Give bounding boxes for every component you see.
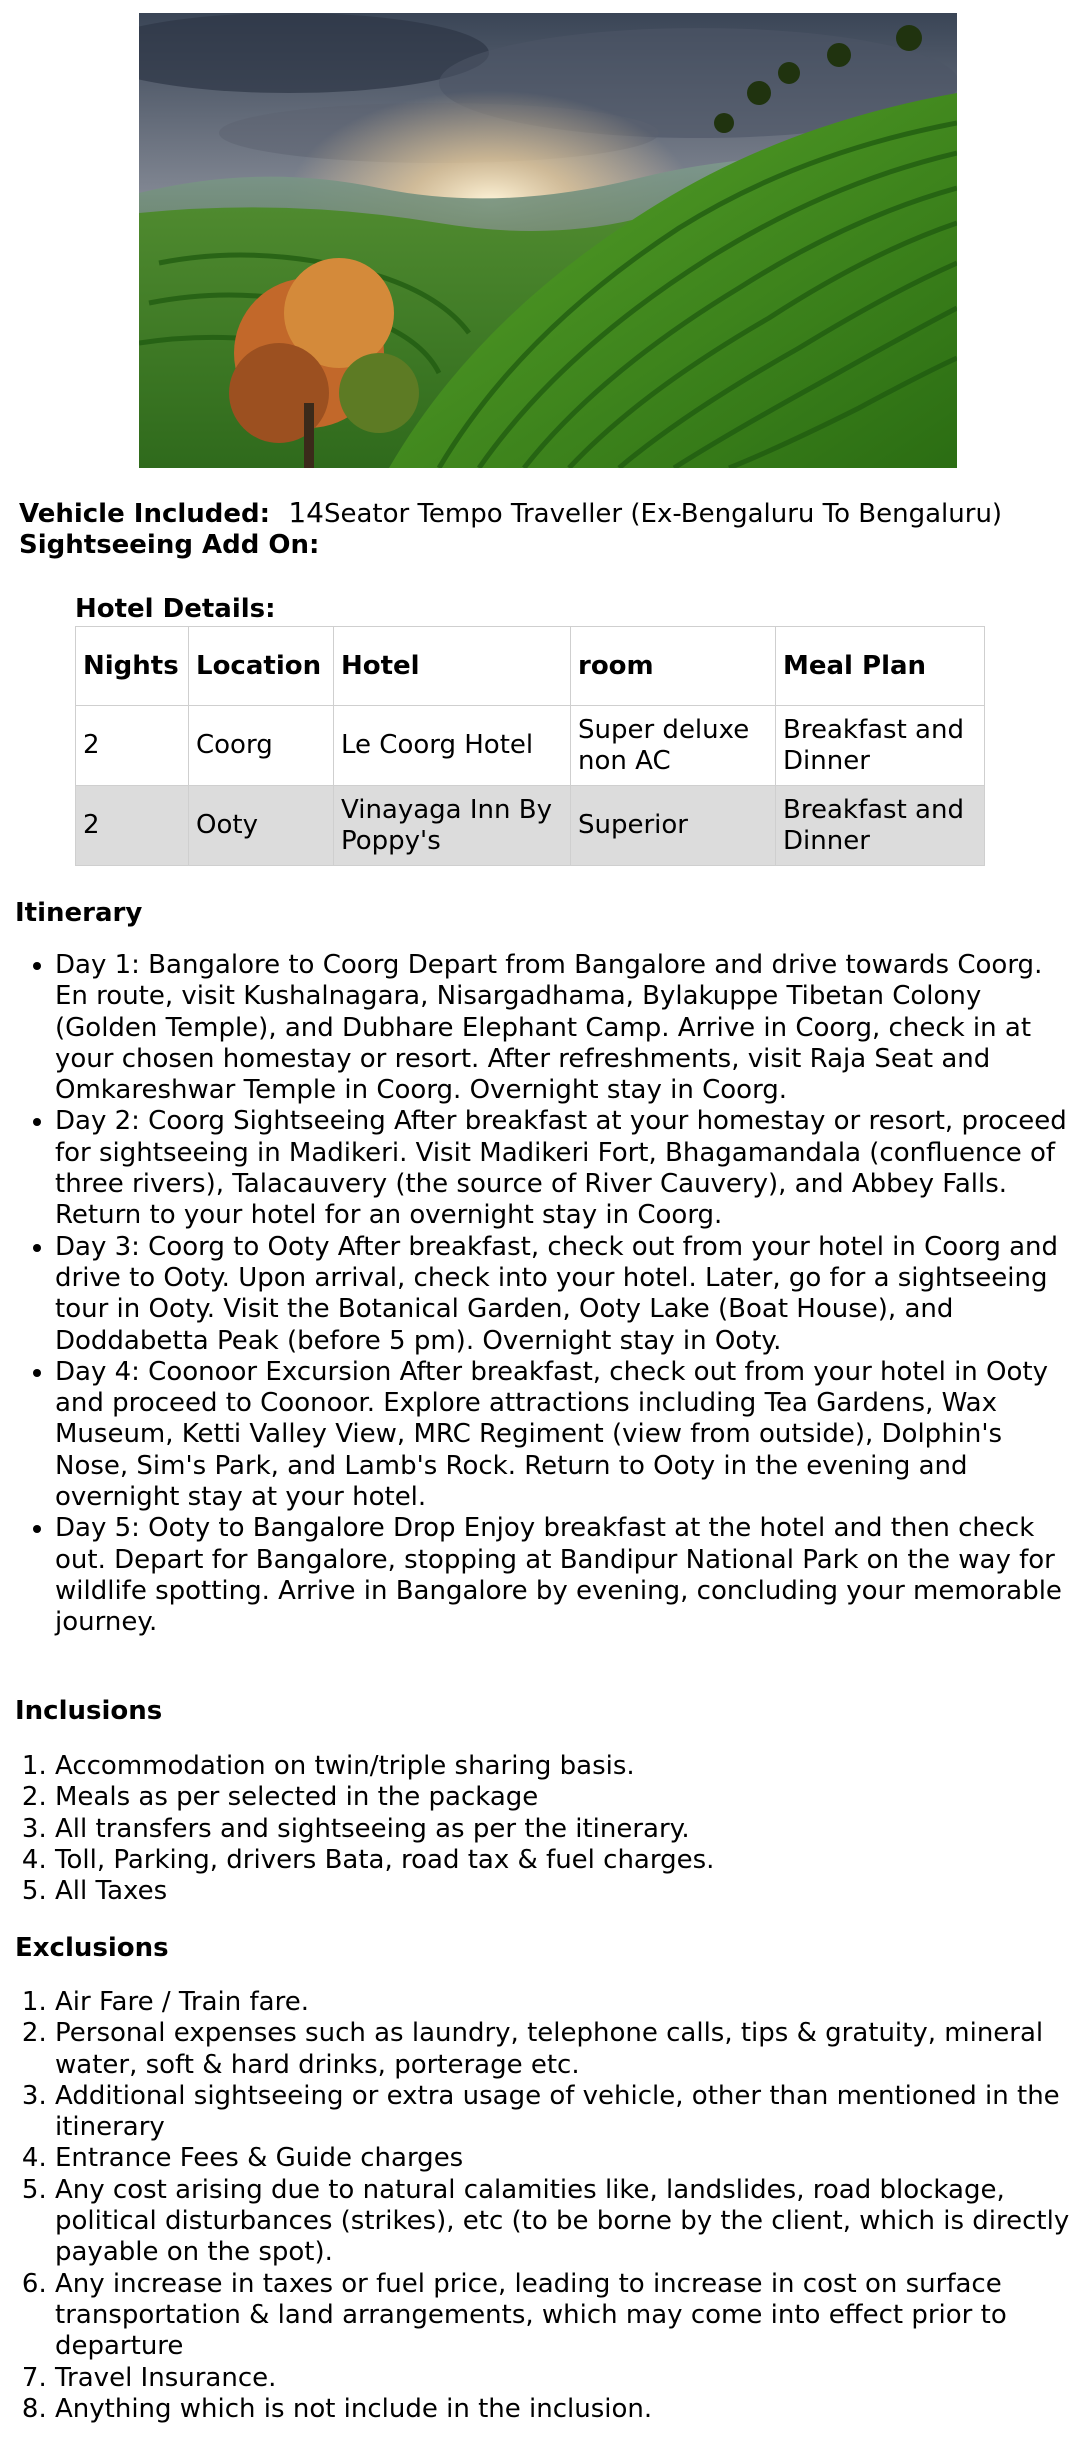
inclusions-title: Inclusions [15,1696,163,1726]
table-row [76,786,985,866]
table-header-row [76,627,985,706]
column-header: Nights [76,627,189,706]
list-item: 6. Any increase in taxes or fuel price, leading to increase in cost on surface transportation & land arrangements, which may come into effect prior to departure [55,2269,1075,2363]
table-cell: 2 [76,786,189,866]
table-cell: Breakfast and Dinner [776,786,985,866]
vehicle-description: Seator Tempo Traveller (Ex-Bengaluru To Bengaluru) [323,499,1003,529]
column-header: Meal Plan [776,627,985,706]
exclusions-title: Exclusions [15,1933,169,1963]
list-item: 2. Meals as per selected in the package [55,1782,1075,1813]
column-header: Hotel [334,627,571,706]
itinerary-title: Itinerary [15,898,143,928]
table-cell: Coorg [189,706,334,786]
table-cell: Breakfast and Dinner [776,706,985,786]
table-cell: 2 [76,706,189,786]
list-item: 4. Entrance Fees & Guide charges [55,2143,1075,2174]
list-item: 3. Additional sightseeing or extra usage of vehicle, other than mentioned in the itinerary [55,2081,1075,2144]
list-item: • Day 1: Bangalore to Coorg Depart from Bangalore and drive towards Coorg. En route, visit Kushalnagara, Nisargadhama, Bylakuppe Tibetan Colony (Golden Temple), and Dubhare Elephant Camp. Arrive in Coorg, check in at your chosen homestay or resort. After refreshments, visit Raja Seat and Omkareshwar Temple in Coorg. Overnight stay in Coorg. [55,950,1075,1106]
list-item: 1. Air Fare / Train fare. [55,1987,1075,2018]
inclusions-list [55,1751,1075,1907]
list-item: 3. All transfers and sightseeing as per the itinerary. [55,1814,1075,1845]
tea-plantation-image [139,13,957,468]
vehicle-included [19,497,1002,530]
table-cell: Vinayaga Inn By Poppy's [334,786,571,866]
list-item: • Day 3: Coorg to Ooty After breakfast, check out from your hotel in Coorg and drive to Ooty. Upon arrival, check into your hotel. Later, go for a sightseeing tour in Ooty. Visit the Botanical Garden, Ooty Lake (Boat House), and Doddabetta Peak (before 5 pm). Overnight stay in Ooty. [55,1232,1075,1357]
list-item: 5. All Taxes [55,1876,1075,1907]
list-item: 8. Anything which is not include in the inclusion. [55,2394,1075,2425]
sightseeing-add-on [19,529,319,561]
vehicle-label: Vehicle Included: [19,499,271,529]
column-header: room [571,627,776,706]
list-item: 1. Accommodation on twin/triple sharing basis. [55,1751,1075,1782]
table-cell: Ooty [189,786,334,866]
column-header: Location [189,627,334,706]
list-item: 2. Personal expenses such as laundry, telephone calls, tips & gratuity, mineral water, soft & hard drinks, porterage etc. [55,2018,1075,2081]
table-cell: Le Coorg Hotel [334,706,571,786]
hotel-details-table [75,626,985,866]
hotel-details-heading: Hotel Details: [75,594,276,624]
table-cell: Super deluxe non AC [571,706,776,786]
list-item: • Day 5: Ooty to Bangalore Drop Enjoy breakfast at the hotel and then check out. Depart for Bangalore, stopping at Bandipur National Park on the way for wildlife spotting. Arrive in Bangalore by evening, concluding your memorable journey. [55,1513,1075,1638]
list-item: 7. Travel Insurance. [55,2363,1075,2394]
table-cell: Superior [571,786,776,866]
table-row [76,706,985,786]
vehicle-seats: 14 [288,496,324,529]
list-item: 5. Any cost arising due to natural calamities like, landslides, road blockage, political disturbances (strikes), etc (to be borne by the client, which is directly payable on the spot). [55,2175,1075,2269]
list-item: 4. Toll, Parking, drivers Bata, road tax & fuel charges. [55,1845,1075,1876]
list-item: • Day 4: Coonoor Excursion After breakfast, check out from your hotel in Ooty and proceed to Coonoor. Explore attractions including Tea Gardens, Wax Museum, Ketti Valley View, MRC Regiment (view from outside), Dolphin's Nose, Sim's Park, and Lamb's Rock. Return to Ooty in the evening and overnight stay at your hotel. [55,1357,1075,1513]
list-item: • Day 2: Coorg Sightseeing After breakfast at your homestay or resort, proceed for sightseeing in Madikeri. Visit Madikeri Fort, Bhagamandala (confluence of three rivers), Talacauvery (the source of River Cauvery), and Abbey Falls. Return to your hotel for an overnight stay in Coorg. [55,1106,1075,1231]
itinerary-list [55,950,1075,1639]
sightseeing-label: Sightseeing Add On: [19,530,320,560]
exclusions-list [55,1987,1075,2425]
